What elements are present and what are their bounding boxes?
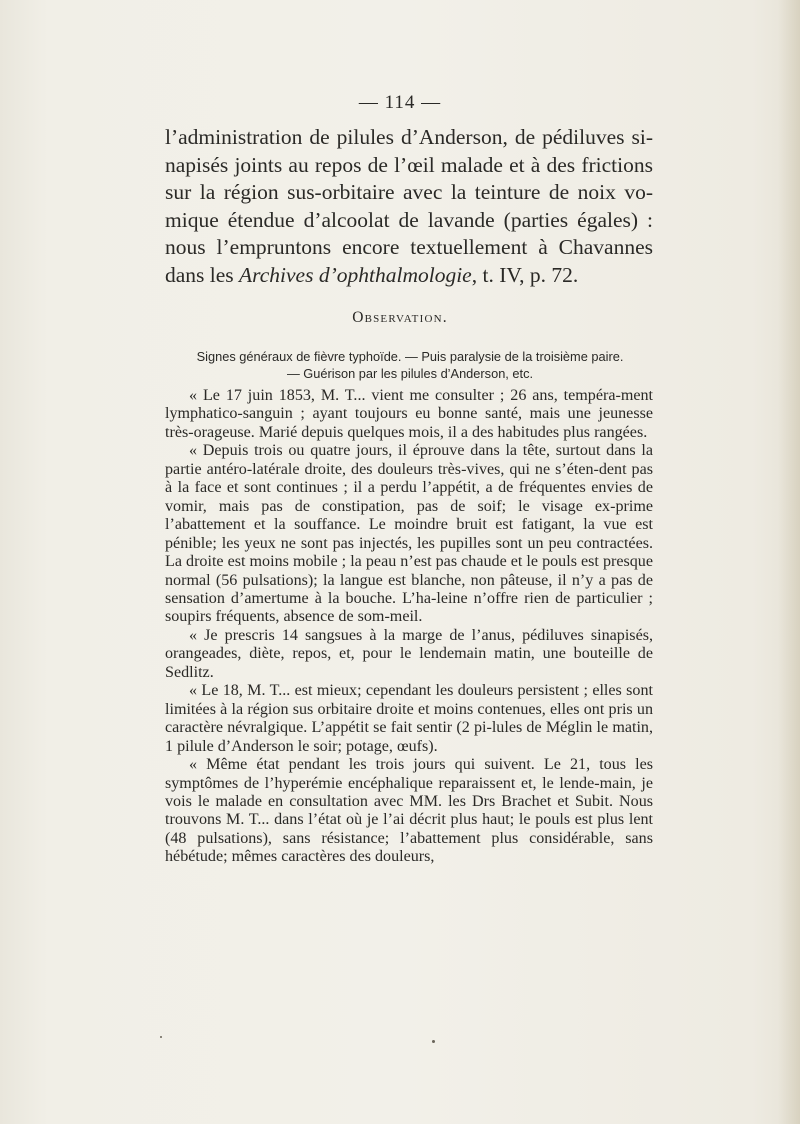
lead-paragraph-text bbox=[165, 124, 653, 289]
page-edge-shadow bbox=[778, 0, 800, 1124]
lead-citation-rest: , t. IV, p. 72. bbox=[471, 262, 579, 287]
page-number: — 114 — bbox=[358, 92, 442, 113]
observation-body bbox=[165, 387, 653, 867]
paragraph-2: « Depuis trois ou quatre jours, il éprouve dans la tête, surtout dans la partie antéro-latérale droite, des douleurs très-vives, qui ne s’éten-dent pas à la face et sont continues ; il a perdu l’appétit, a de fréquentes envies de vomir, mais pas de constipation, pas de soif; le visage ex-prime l’abattement et la souffance. Le moindre bruit est fatigant, la vue est pénible; les yeux ne sont pas injectés, les pupilles sont un peu contractées. La droite est moins mobile ; la peau n’est pas chaude et le pouls est presque normal (56 pulsations); la langue est blanche, non pâteuse, il n’y a pas de sensation d’amertume à la bouche. L’ha-leine n’offre rien de particulier ; soupirs fréquents, absence de som-meil. bbox=[165, 442, 653, 626]
paragraph-5: « Même état pendant les trois jours qui suivent. Le 21, tous les symptômes de l’hyperémie encéphalique reparaissent et, le lende-main, je vois le malade en consultation avec MM. les Drs Brachet et Subit. Nous trouvons M. T... dans l’état où je l’ai décrit plus haut; le pouls est plus lent (48 pulsations), sans résistance; l’abattement plus considérable, sans hébétude; mêmes caractères des douleurs, bbox=[165, 756, 653, 866]
paper-speck bbox=[160, 1036, 162, 1038]
paragraph-1: « Le 17 juin 1853, M. T... vient me consulter ; 26 ans, tempéra-ment lymphatico-sanguin ; ayant toujours eu bonne santé, mais une jeunesse très-orageuse. Marié depuis quelques mois, il a des habitudes plus rangées. bbox=[165, 387, 653, 441]
lead-citation-title: Archives d’ophthalmologie bbox=[239, 262, 472, 287]
paragraph-3: « Je prescris 14 sangsues à la marge de l’anus, pédiluves sinapisés, orangeades, diète, repos, et, pour le lendemain matin, une bouteille de Sedlitz. bbox=[165, 626, 653, 681]
paper-speck bbox=[432, 1040, 435, 1043]
lead-paragraph bbox=[165, 124, 653, 289]
section-title: Observation. bbox=[352, 309, 448, 326]
paragraph-4: « Le 18, M. T... est mieux; cependant les douleurs persistent ; elles sont limitées à la région sus orbitaire droite et moins contenues, elles ont pris un caractère névralgique. L’appétit se fait sentir (2 pi-lules de Méglin le matin, 1 pilule d’Anderson le soir; potage, œufs). bbox=[165, 682, 653, 755]
lead-text: l’administration de pilules d’Anderson, de pédiluves si-napisés joints au repos de l’œil malade et à des frictions sur la région sus-orbitaire avec la teinture de noix vo-mique étendue d’alcoolat de lavande (parties égales) : nous l’empruntons encore textuellement à Chavannes dans les bbox=[165, 125, 653, 287]
observation-subtitle: Signes généraux de fièvre typhoïde. — Puis paralysie de la troisième paire. — Guérison par les pilules d’Anderson, etc. bbox=[196, 349, 624, 381]
